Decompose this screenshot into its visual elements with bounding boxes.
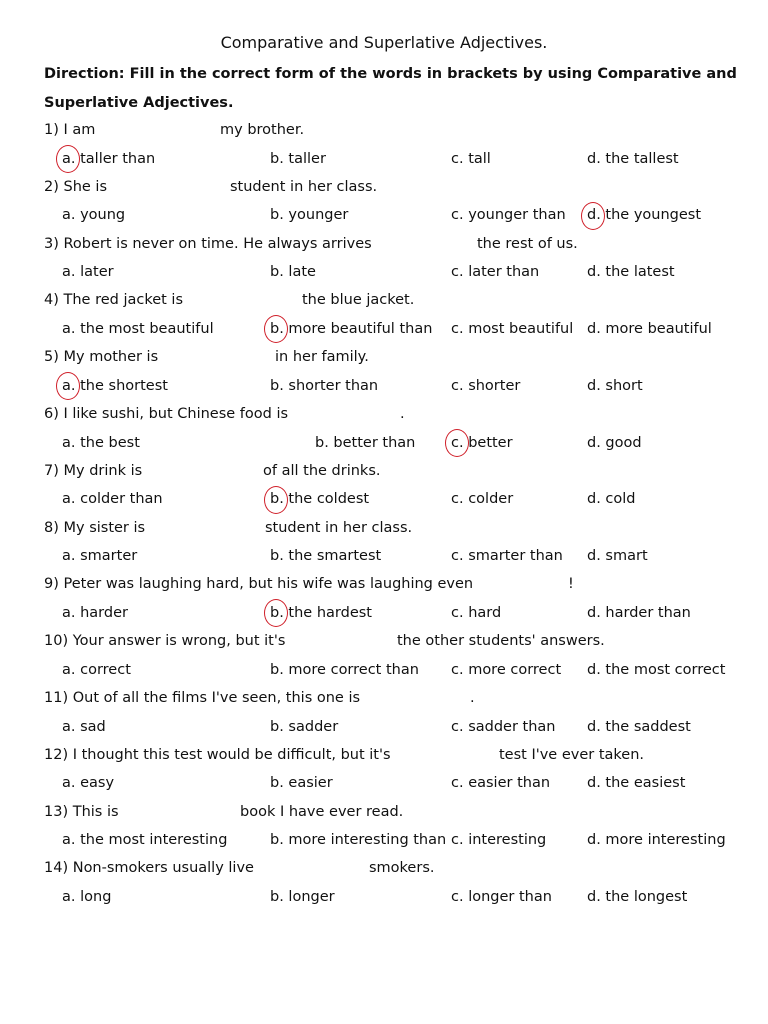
question-stem-end: smokers. [369, 860, 435, 877]
answer-option[interactable]: b. the hardest [270, 604, 372, 621]
answer-option[interactable]: c. smarter than [451, 548, 563, 565]
answer-option[interactable]: d. cold [587, 491, 636, 508]
answer-option[interactable]: d. good [587, 434, 642, 451]
question-stem: 1) I am [44, 122, 96, 138]
question-stem-end: . [400, 406, 405, 422]
answer-option[interactable]: a. smarter [62, 548, 138, 565]
answer-option[interactable]: b. shorter than [270, 377, 379, 394]
question-stem-end: of all the drinks. [263, 462, 381, 479]
answer-option[interactable]: a. taller than [62, 150, 156, 167]
answer-option[interactable]: a. the best [62, 434, 140, 451]
answer-option[interactable]: a. young [62, 207, 126, 224]
answer-option[interactable]: c. shorter [451, 377, 521, 394]
answer-circle-mark [56, 372, 80, 400]
answer-option[interactable]: a. the most beautiful [62, 320, 214, 337]
answer-option[interactable]: c. younger than [451, 207, 566, 224]
answer-option[interactable]: c. more correct [451, 661, 562, 678]
question-stem-end: the other students' answers. [397, 633, 605, 650]
question-stem: 10) Your answer is wrong, but it's [44, 633, 286, 650]
answer-option[interactable]: b. taller [270, 150, 326, 167]
answer-option[interactable]: b. more beautiful than [270, 320, 433, 337]
answer-option[interactable]: c. easier than [451, 775, 551, 792]
answer-circle-mark [581, 202, 605, 230]
question-stem: 7) My drink is [44, 462, 143, 479]
answer-option[interactable]: c. better [451, 434, 513, 451]
question-stem: 12) I thought this test would be difficult, but it's [44, 746, 391, 763]
answer-circle-mark [445, 429, 469, 457]
answer-option[interactable]: a. later [62, 264, 114, 281]
answer-option[interactable]: a. correct [62, 661, 131, 678]
question-stem: 11) Out of all the films I've seen, this one is [44, 690, 361, 706]
question-stem-end: my brother. [220, 122, 305, 138]
question-stem: 5) My mother is [44, 349, 159, 366]
question-stem-end: ! [568, 576, 574, 593]
question-stem-end: in her family. [275, 349, 369, 366]
answer-circle-mark [264, 486, 288, 514]
answer-option[interactable]: d. more interesting [587, 832, 726, 849]
answer-option[interactable]: d. smart [587, 548, 648, 565]
answer-option[interactable]: a. the most interesting [62, 832, 228, 849]
answer-option[interactable]: b. younger [270, 207, 349, 224]
answer-option[interactable]: a. sad [62, 718, 106, 735]
answer-option[interactable]: b. better than [315, 434, 416, 451]
question-stem-end: book I have ever read. [240, 803, 404, 820]
answer-option[interactable]: d. the youngest [587, 207, 702, 224]
direction-text: Direction: Fill in the correct form of the words in brackets by using Comparative and Superlative Adjectives. [44, 66, 737, 111]
answer-option[interactable]: c. longer than [451, 888, 552, 905]
answer-option[interactable]: a. colder than [62, 491, 163, 508]
question-stem-end: student in her class. [230, 178, 378, 195]
answer-option[interactable]: b. sadder [270, 718, 339, 735]
question-stem: 6) I like sushi, but Chinese food is [44, 406, 289, 422]
question-stem-end: student in her class. [265, 519, 413, 536]
answer-option[interactable]: c. interesting [451, 832, 547, 849]
question-stem: 8) My sister is [44, 519, 146, 536]
answer-option[interactable]: d. the easiest [587, 775, 686, 792]
question-stem-end: the rest of us. [477, 235, 578, 252]
question-stem: 9) Peter was laughing hard, but his wife was laughing even [44, 576, 474, 593]
answer-option[interactable]: d. harder than [587, 604, 691, 621]
answer-option[interactable]: b. longer [270, 888, 335, 905]
answer-option[interactable]: a. easy [62, 775, 115, 792]
answer-option[interactable]: d. the longest [587, 888, 688, 905]
answer-option[interactable]: d. the tallest [587, 150, 679, 167]
question-stem: 13) This is [44, 803, 119, 820]
answer-option[interactable]: d. the latest [587, 264, 675, 281]
answer-option[interactable]: b. more correct than [270, 661, 419, 678]
answer-option[interactable]: a. long [62, 888, 112, 905]
question-stem-end: the blue jacket. [302, 292, 415, 309]
answer-option[interactable]: c. colder [451, 491, 514, 508]
question-stem: 2) She is [44, 178, 107, 195]
worksheet-title: Comparative and Superlative Adjectives. [220, 33, 548, 52]
answer-option[interactable]: a. harder [62, 604, 128, 621]
answer-option[interactable]: d. more beautiful [587, 320, 712, 337]
answer-option[interactable]: c. hard [451, 604, 502, 621]
answer-option[interactable]: b. late [270, 264, 316, 281]
question-stem-end: . [470, 690, 475, 706]
answer-option[interactable]: b. easier [270, 775, 333, 792]
answer-option[interactable]: b. the smartest [270, 548, 382, 565]
answer-option[interactable]: d. the most correct [587, 661, 726, 678]
answer-option[interactable]: c. tall [451, 150, 491, 167]
answer-option[interactable]: c. sadder than [451, 718, 556, 735]
question-stem: 4) The red jacket is [44, 292, 184, 309]
answer-option[interactable]: b. more interesting than [270, 832, 447, 849]
answer-option[interactable]: c. later than [451, 264, 540, 281]
question-stem: 14) Non-smokers usually live [44, 860, 254, 877]
answer-option[interactable]: a. the shortest [62, 377, 168, 394]
answer-option[interactable]: c. most beautiful [451, 320, 574, 337]
answer-option[interactable]: d. short [587, 377, 643, 394]
question-stem-end: test I've ever taken. [499, 746, 644, 763]
answer-circle-mark [56, 145, 80, 173]
answer-option[interactable]: b. the coldest [270, 491, 370, 508]
question-stem: 3) Robert is never on time. He always arrives [44, 235, 372, 252]
answer-option[interactable]: d. the saddest [587, 718, 691, 735]
